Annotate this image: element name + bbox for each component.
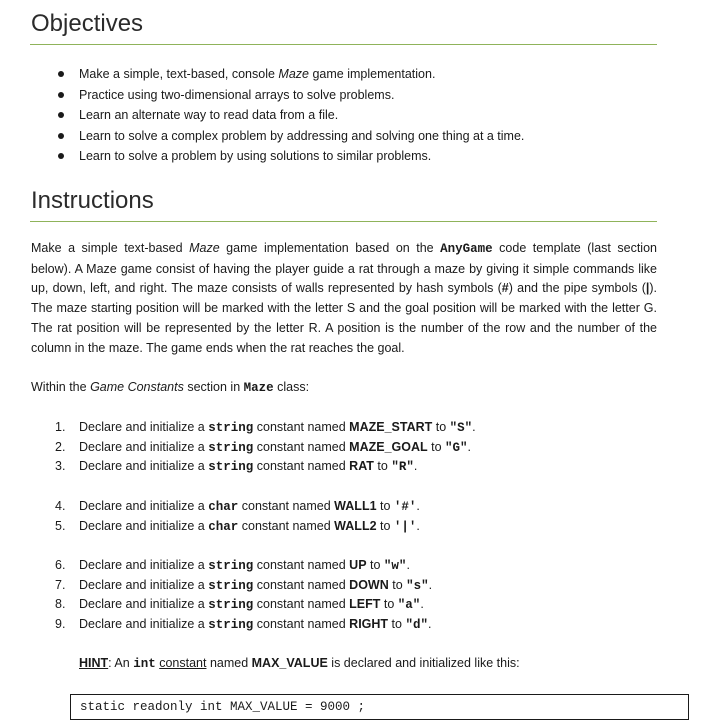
- item-text: .: [427, 616, 432, 631]
- item-text: to: [427, 439, 446, 454]
- item-const-name: RIGHT: [349, 616, 389, 631]
- item-text: Learn to solve a complex problem by addressing and solving one thing at a time.: [79, 128, 525, 143]
- item-text: Declare and initialize a: [79, 558, 209, 572]
- item-text: Declare and initialize a: [79, 439, 209, 454]
- list-item: [0, 576, 432, 596]
- bullet-icon: [58, 112, 64, 118]
- constants-intro: [31, 378, 309, 397]
- item-type: string: [208, 617, 254, 632]
- item-text: .: [416, 518, 420, 533]
- steps-group-3: [0, 556, 432, 634]
- list-item: [0, 147, 524, 168]
- item-text: Learn to solve a problem by using solutions to similar problems.: [79, 149, 432, 163]
- item-text: to: [380, 597, 398, 612]
- hint-line: [79, 654, 520, 673]
- item-value: "G": [445, 440, 468, 455]
- item-value: "R": [391, 460, 414, 475]
- item-text: .: [420, 597, 424, 612]
- list-item: [0, 86, 524, 107]
- item-number: 7.: [55, 577, 66, 592]
- item-text: constant named: [253, 597, 350, 612]
- steps-group-2: [0, 497, 420, 536]
- item-text: to: [373, 459, 392, 474]
- item-type: string: [208, 559, 254, 573]
- item-text: constant named: [253, 616, 350, 631]
- para-text: game implementation based on the: [219, 241, 441, 255]
- objectives-list: [0, 65, 524, 168]
- intro-text: class:: [273, 380, 310, 394]
- intro-code: Maze: [243, 381, 274, 395]
- hint-label: HINT: [79, 656, 109, 670]
- hint-text: named: [206, 656, 252, 670]
- para-text: ) and the pipe symbols (: [508, 281, 646, 296]
- objectives-heading: Objectives: [31, 10, 144, 37]
- hint-type: int: [133, 657, 156, 671]
- item-text: .: [406, 558, 410, 572]
- list-item: [0, 438, 476, 458]
- item-text: constant named: [253, 558, 350, 572]
- item-text: to: [376, 518, 394, 533]
- para-text: Make a simple text-based: [31, 241, 190, 255]
- intro-text: Within the: [31, 380, 91, 394]
- item-number: 2.: [55, 439, 66, 454]
- list-item: [0, 457, 476, 477]
- instructions-rule: [30, 221, 657, 222]
- item-text: Make a simple, text-based, console: [79, 67, 279, 81]
- item-text: .: [413, 459, 418, 474]
- bullet-icon: [58, 71, 64, 77]
- code-block: static readonly int MAX_VALUE = 9000 ;: [70, 694, 689, 720]
- para-text: code template (last section below). A Maze game consist of having the player guide a rat through a maze by giving it simple commands like up, down, left, and right. The maze consists of walls represented by hash symbols (: [31, 241, 657, 296]
- item-text: to: [388, 577, 407, 592]
- bullet-icon: [58, 153, 64, 159]
- hint-constant: constant: [159, 656, 207, 670]
- item-number: 5.: [55, 518, 66, 533]
- para-emphasis: Maze: [189, 241, 220, 255]
- item-emphasis: Maze: [278, 67, 309, 81]
- item-value: "w": [383, 559, 407, 573]
- item-number: 1.: [55, 420, 66, 434]
- item-text: constant named: [253, 439, 350, 454]
- item-const-name: MAZE_GOAL: [349, 439, 428, 454]
- item-value: '#': [393, 500, 417, 514]
- list-item: [0, 127, 524, 148]
- list-item: [0, 497, 420, 517]
- item-text: .: [467, 439, 472, 454]
- item-const-name: LEFT: [349, 597, 381, 612]
- list-item: [0, 65, 524, 86]
- item-const-name: MAZE_START: [349, 420, 433, 434]
- instructions-paragraph: [31, 239, 657, 358]
- item-type: string: [208, 440, 254, 455]
- list-item: [0, 556, 432, 576]
- bullet-icon: [58, 92, 64, 98]
- item-type: string: [208, 421, 254, 435]
- item-value: "a": [397, 598, 421, 613]
- item-text: .: [428, 577, 433, 592]
- bullet-icon: [58, 133, 64, 139]
- item-const-name: RAT: [349, 459, 374, 474]
- item-text: game implementation.: [308, 67, 436, 81]
- hint-const-name: MAX_VALUE: [251, 656, 328, 670]
- item-text: to: [366, 558, 384, 572]
- para-symbol: #: [501, 281, 509, 296]
- intro-text: section in: [183, 380, 244, 394]
- item-number: 3.: [55, 459, 66, 474]
- item-const-name: WALL1: [334, 499, 377, 513]
- para-code: AnyGame: [440, 242, 493, 256]
- para-symbol: |: [645, 281, 650, 296]
- item-number: 4.: [55, 499, 66, 513]
- item-text: to: [388, 616, 406, 631]
- objectives-rule: [30, 44, 657, 45]
- list-item: [0, 615, 432, 635]
- hint-text: : An: [108, 656, 134, 670]
- item-text: Practice using two-dimensional arrays to solve problems.: [79, 87, 395, 102]
- item-const-name: UP: [349, 558, 367, 572]
- item-text: Declare and initialize a: [79, 597, 209, 612]
- item-text: constant named: [253, 577, 350, 592]
- item-text: Learn an alternate way to read data from a file.: [79, 108, 339, 122]
- item-text: to: [376, 499, 394, 513]
- item-text: constant named: [238, 499, 335, 513]
- item-type: string: [208, 460, 254, 475]
- item-text: .: [416, 499, 420, 513]
- item-text: to: [432, 420, 450, 434]
- item-type: char: [208, 519, 239, 534]
- hint-text: is declared and initialized like this:: [327, 656, 520, 670]
- intro-emphasis: Game Constants: [90, 380, 184, 394]
- item-number: 6.: [55, 558, 66, 572]
- item-text: .: [472, 420, 476, 434]
- para-text: ). The maze starting position will be marked with the letter S and the goal position will be marked with the letter G. The rat position will be represented by the letter R. A position is the number of the row and the number of the column in the maze. The game ends when the rat reaches the goal.: [31, 281, 657, 355]
- item-value: "d": [405, 617, 428, 632]
- item-type: string: [208, 578, 254, 593]
- item-type: char: [208, 500, 239, 514]
- list-item: [0, 517, 420, 537]
- item-value: "s": [406, 578, 429, 593]
- item-text: Declare and initialize a: [79, 420, 209, 434]
- list-item: [0, 418, 476, 438]
- instructions-heading: Instructions: [31, 187, 154, 214]
- item-type: string: [208, 598, 254, 613]
- item-text: constant named: [238, 518, 335, 533]
- list-item: [0, 106, 524, 127]
- item-number: 8.: [55, 597, 66, 612]
- item-number: 9.: [55, 616, 66, 631]
- item-text: constant named: [253, 459, 350, 474]
- item-value: '|': [393, 519, 417, 534]
- item-text: Declare and initialize a: [79, 577, 209, 592]
- item-const-name: WALL2: [334, 518, 377, 533]
- item-text: Declare and initialize a: [79, 518, 209, 533]
- item-text: Declare and initialize a: [79, 499, 209, 513]
- item-value: "S": [449, 421, 473, 435]
- item-text: constant named: [253, 420, 350, 434]
- steps-group-1: [0, 418, 476, 477]
- item-const-name: DOWN: [349, 577, 389, 592]
- item-text: Declare and initialize a: [79, 459, 209, 474]
- item-text: Declare and initialize a: [79, 616, 209, 631]
- list-item: [0, 595, 432, 615]
